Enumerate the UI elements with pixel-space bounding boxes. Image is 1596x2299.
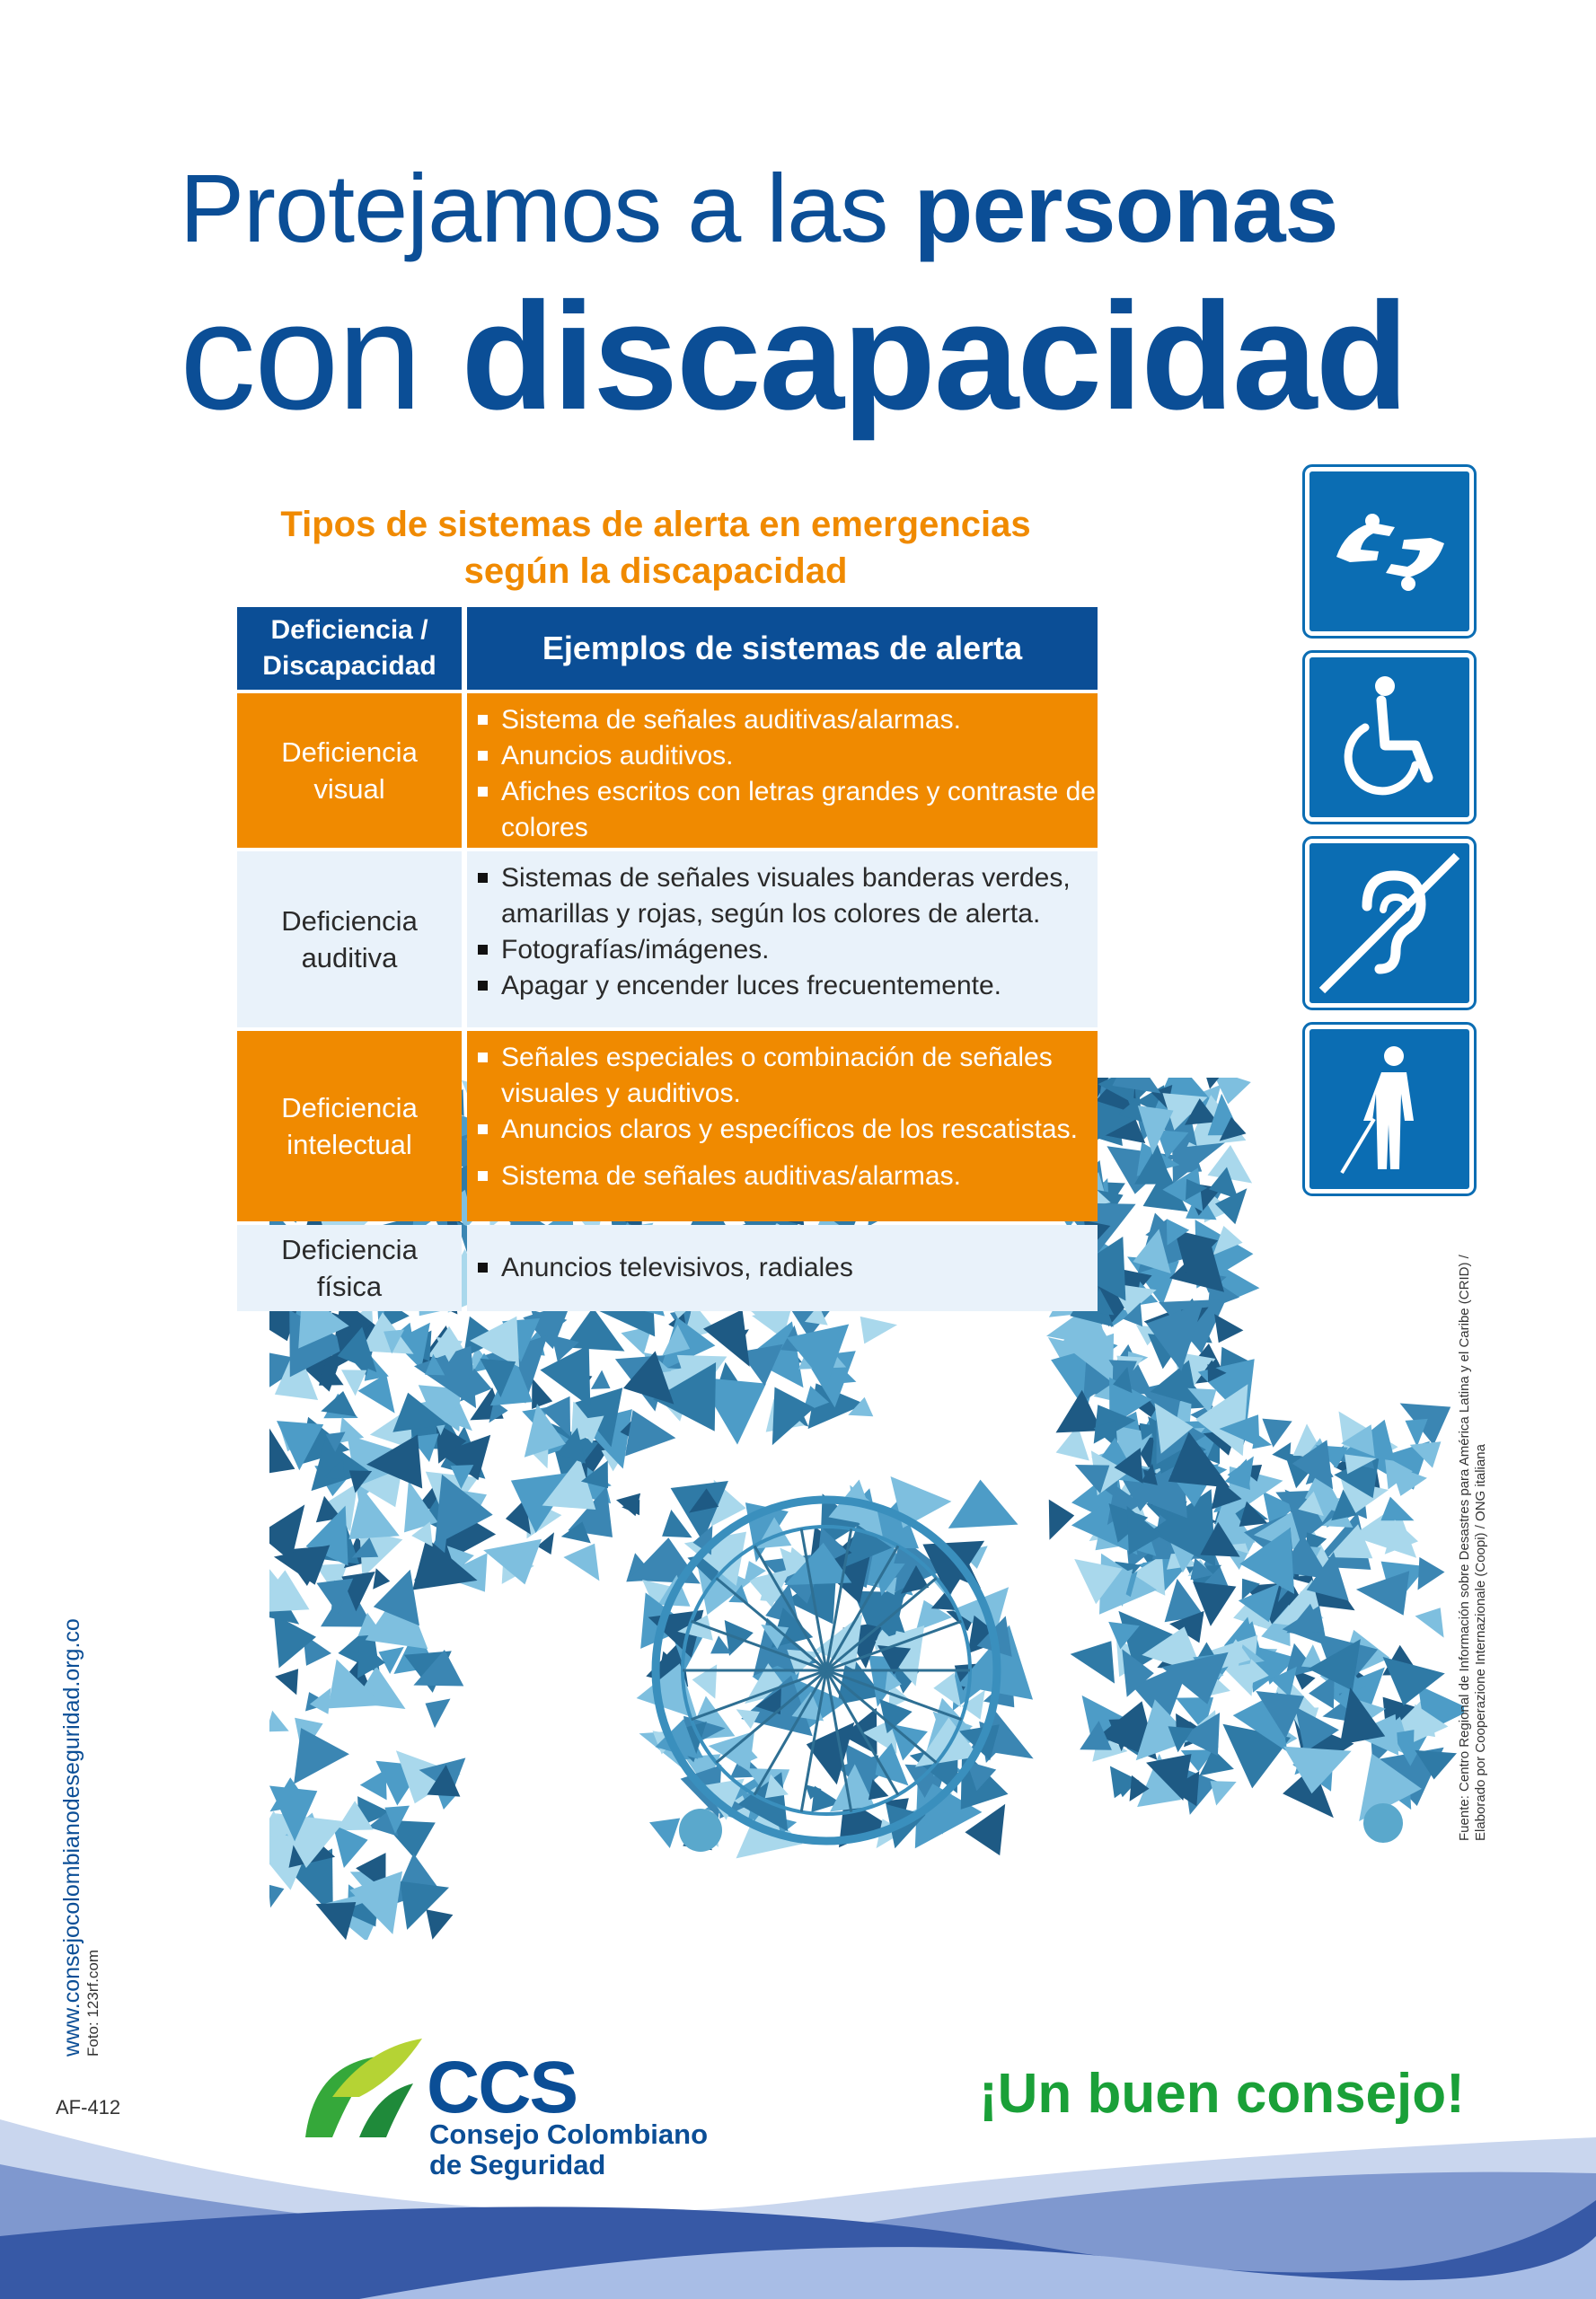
row-label-line1: Deficiencia [281, 905, 418, 937]
mosaic-shard [426, 1699, 451, 1729]
mosaic-shard [1049, 1500, 1074, 1540]
table-row-hearing [237, 851, 1098, 1027]
ccs-logo-icon [296, 2030, 431, 2146]
mosaic-shard [1211, 1781, 1237, 1805]
mosaic-shard [358, 1374, 395, 1414]
subtitle-line1: Tipos de sistemas de alerta en emergencias [280, 505, 1031, 544]
row-label [237, 1031, 462, 1221]
source-line2: Elaborado por Cooperazione Internazionale (Coopi) / ONG italiana [1473, 1444, 1488, 1841]
rear-wheel [1363, 1803, 1403, 1843]
mosaic-shard [333, 1825, 368, 1868]
list-item: Señales especiales o combinación de señales visuales y auditivos. [478, 1040, 1098, 1112]
row-label-line1: Deficiencia [281, 1092, 418, 1123]
row-label-line1: Deficiencia [281, 736, 418, 768]
header-col-examples: Ejemplos de sistemas de alerta [467, 607, 1098, 690]
row-label [237, 1225, 462, 1311]
title-bold-1: personas [913, 154, 1338, 262]
list-item: Anuncios televisivos, radiales [478, 1250, 853, 1286]
row-label [237, 851, 462, 1027]
brand-subtitle [429, 2119, 708, 2180]
header-col-disability [237, 607, 462, 690]
brand-line1: Consejo Colombiano [429, 2118, 708, 2150]
alert-systems-table [237, 607, 1098, 1315]
mosaic-shard [294, 1728, 349, 1784]
row-label [237, 693, 462, 848]
hearing-impaired-icon [1305, 839, 1474, 1008]
wheelchair-icon [1305, 653, 1474, 822]
mosaic-shard [1071, 1641, 1115, 1683]
brand-line2: de Seguridad [429, 2149, 606, 2180]
mosaic-shard [1415, 1608, 1444, 1637]
mosaic-shard [316, 1902, 357, 1940]
table-row-visual [237, 693, 1098, 848]
front-wheel [679, 1809, 722, 1852]
table-row-intellectual [237, 1031, 1098, 1221]
mosaic-shard [1418, 1557, 1445, 1590]
table-row-physical [237, 1225, 1098, 1311]
header-col1-line1: Deficiencia / [270, 615, 428, 645]
title-bold-2: discapacidad [461, 271, 1407, 442]
brand-name: CCS [427, 2047, 578, 2128]
mosaic-shard [275, 1669, 298, 1695]
mosaic-shard [563, 1544, 599, 1581]
row-label-line2: física [316, 1271, 383, 1302]
table-header [237, 607, 1098, 690]
list-item: Anuncios claros y específicos de los rescatistas. [478, 1112, 1098, 1148]
mosaic-shard [1356, 1571, 1409, 1615]
mosaic-shard [360, 1770, 387, 1801]
table-subtitle [238, 501, 1073, 595]
list-item: Sistema de señales auditivas/alarmas. [478, 1158, 1098, 1194]
list-item: Afiches escritos con letras grandes y contraste de colores [478, 774, 1098, 846]
list-item: Sistema de señales auditivas/alarmas. [478, 702, 1098, 738]
source-credit [1457, 1255, 1489, 1841]
row-label-line2: intelectual [287, 1129, 412, 1160]
blind-person-icon [1305, 1025, 1474, 1194]
title-regular-1: Protejamos a las [180, 154, 914, 262]
mosaic-shard [649, 1819, 680, 1849]
slogan: ¡Un buen consejo! [979, 2063, 1465, 2125]
list-item: Apagar y encender luces frecuentemente. [478, 968, 1098, 1004]
title-regular-2: con [180, 271, 462, 442]
subtitle-line2: según la discapacidad [463, 551, 848, 591]
document-code: AF-412 [56, 2096, 121, 2118]
mosaic-shard [860, 1317, 897, 1344]
row-label-line2: visual [313, 773, 385, 805]
mosaic-shard [1380, 1497, 1414, 1521]
row-examples [467, 693, 1098, 848]
row-examples [467, 1031, 1098, 1221]
row-label-line1: Deficiencia [281, 1234, 418, 1265]
row-label-line2: auditiva [301, 942, 398, 973]
list-item: Sistemas de señales visuales banderas verdes, amarillas y rojas, según los colores de alerta. [478, 860, 1098, 932]
list-item: Fotografías/imágenes. [478, 932, 1098, 968]
mosaic-shard [269, 1711, 289, 1732]
sign-language-icon [1305, 467, 1474, 636]
mosaic-shard [625, 1410, 675, 1456]
header-col1-line2: Discapacidad [262, 651, 436, 681]
mosaic-shard [532, 1379, 552, 1409]
page-title-line2 [180, 271, 1407, 442]
mosaic-shard [373, 1568, 390, 1590]
mosaic-shard [1214, 1314, 1243, 1343]
mosaic-shard [1272, 1442, 1291, 1462]
mosaic-shard [591, 1370, 611, 1389]
mosaic-shard [948, 1480, 1018, 1528]
page-title-line1 [180, 154, 1338, 262]
source-line1: Fuente: Centro Regional de Información sobre Desastres para América Latina y el Caribe (CRID) / [1457, 1255, 1472, 1841]
mosaic-shard [269, 1885, 284, 1908]
row-examples [467, 1225, 1098, 1311]
photo-credit: Foto: 123rf.com [84, 1949, 101, 2057]
mosaic-shard [426, 1909, 453, 1940]
list-item: Anuncios auditivos. [478, 738, 1098, 774]
website-url: www.consejocolombianodeseguridad.org.co [59, 1618, 84, 2057]
row-examples [467, 851, 1098, 1027]
